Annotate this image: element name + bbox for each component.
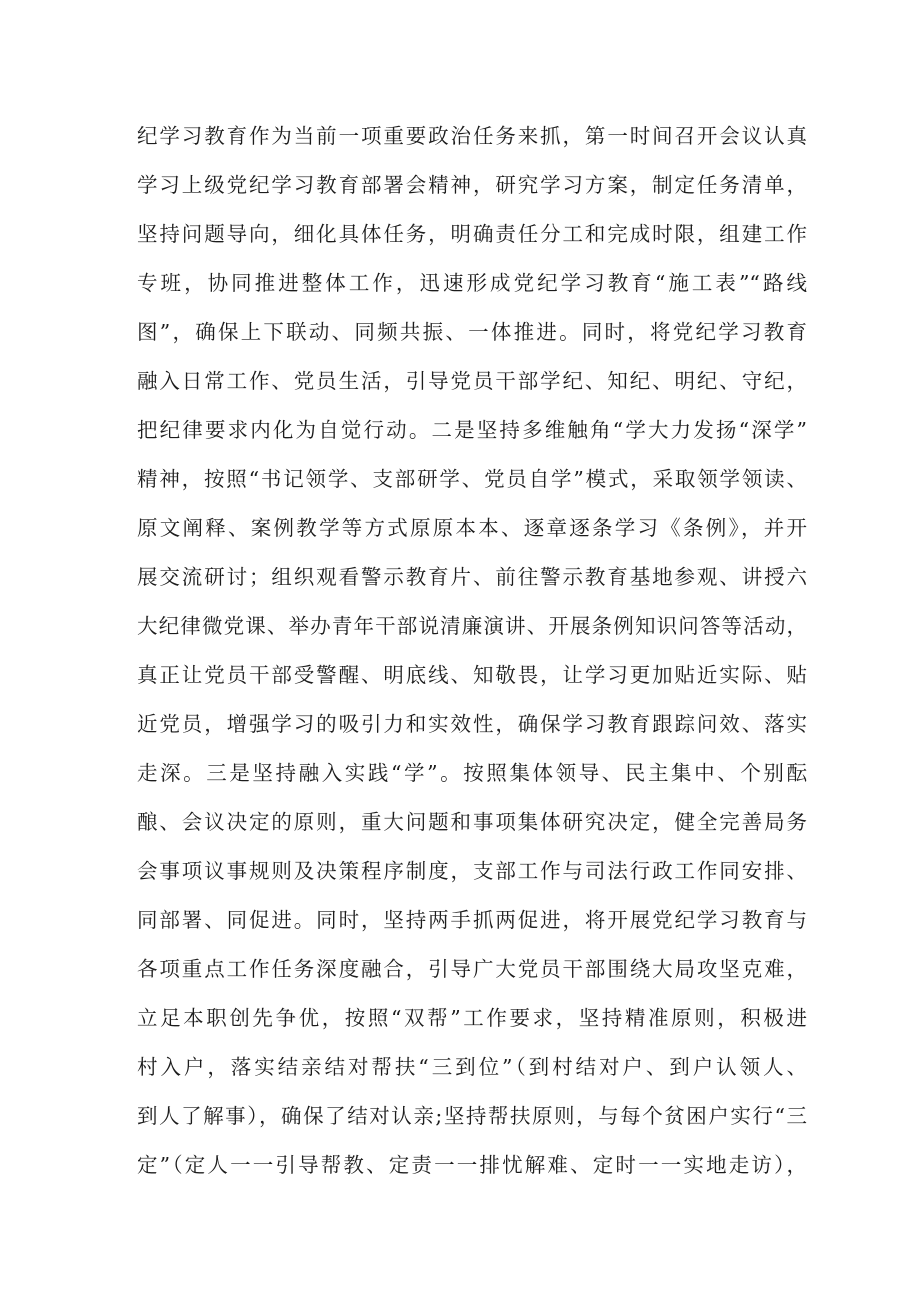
text-line: 酿、会议决定的原则，重大问题和事项集体研究决定，健全完善局务	[137, 810, 807, 834]
text-line: 立足本职创先争优，按照“双帮”工作要求，坚持精准原则，积极进	[137, 1006, 807, 1030]
text-line: 学习上级党纪学习教育部署会精神，研究学习方案，制定任务清单，	[137, 173, 807, 197]
text-line: 展交流研讨；组织观看警示教育片、前往警示教育基地参观、讲授六	[137, 565, 807, 589]
text-line: 定”（定人一一引导帮教、定责一一排忧解难、定时一一实地走访），	[137, 1153, 807, 1177]
text-line: 近党员，增强学习的吸引力和实效性，确保学习教育跟踪问效、落实	[137, 712, 807, 736]
text-line: 原文阐释、案例教学等方式原原本本、逐章逐条学习《条例》，并开	[137, 516, 807, 540]
text-line: 同部署、同促进。同时，坚持两手抓两促进，将开展党纪学习教育与	[137, 908, 807, 932]
text-line: 坚持问题导向，细化具体任务，明确责任分工和完成时限，组建工作	[137, 222, 807, 246]
text-line: 把纪律要求内化为自觉行动。二是坚持多维触角“学大力发扬“深学”	[137, 418, 807, 442]
text-line: 走深。三是坚持融入实践“学”。按照集体领导、民主集中、个别酝	[137, 761, 807, 785]
text-line: 图”，确保上下联动、同频共振、一体推进。同时，将党纪学习教育	[137, 320, 807, 344]
text-line: 纪学习教育作为当前一项重要政治任务来抓，第一时间召开会议认真	[137, 124, 807, 148]
text-line: 村入户，落实结亲结对帮扶“三到位”（到村结对户、到户认领人、	[137, 1055, 807, 1079]
text-line: 大纪律微党课、举办青年干部说清廉演讲、开展条例知识问答等活动，	[137, 614, 807, 638]
text-line: 各项重点工作任务深度融合，引导广大党员干部围绕大局攻坚克难，	[137, 957, 807, 981]
text-line: 精神，按照“书记领学、支部研学、党员自学”模式，采取领学领读、	[137, 467, 807, 491]
text-line: 融入日常工作、党员生活，引导党员干部学纪、知纪、明纪、守纪，	[137, 369, 807, 393]
text-line: 到人了解事），确保了结对认亲;坚持帮扶原则，与每个贫困户实行“三	[137, 1104, 807, 1128]
body-paragraph	[137, 112, 807, 1190]
text-line: 真正让党员干部受警醒、明底线、知敬畏，让学习更加贴近实际、贴	[137, 663, 807, 687]
text-line: 专班，协同推进整体工作，迅速形成党纪学习教育“施工表”“路线	[137, 271, 807, 295]
text-line: 会事项议事规则及决策程序制度，支部工作与司法行政工作同安排、	[137, 859, 807, 883]
